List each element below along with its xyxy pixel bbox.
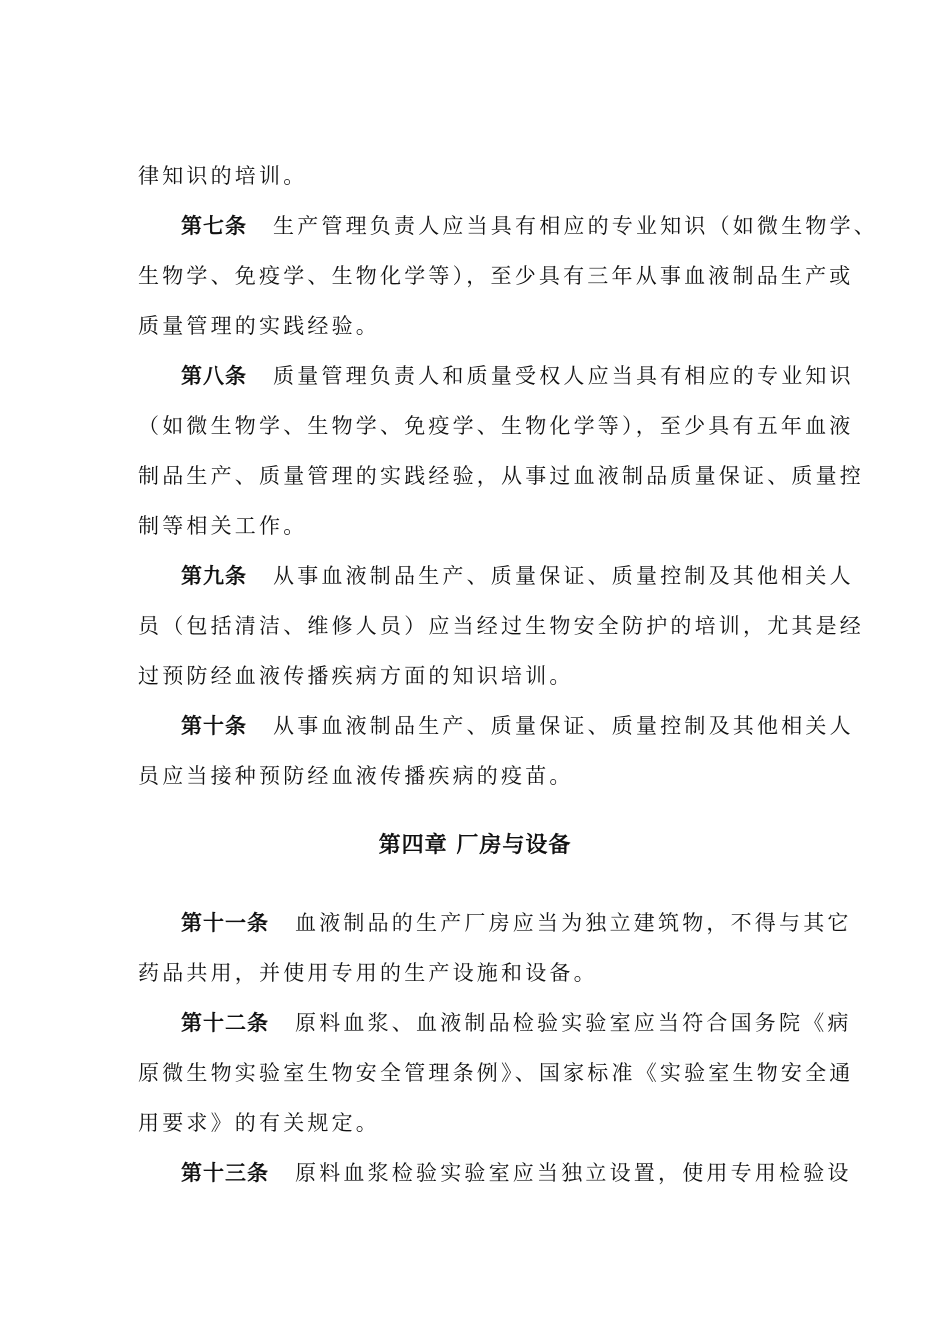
article-number: 第八条 (181, 364, 247, 388)
paragraph-line: 原微生物实验室生物安全管理条例》、国家标准《实验室生物安全通 (138, 1061, 854, 1085)
article-12-first-line: 第十二条 原料血浆、血液制品检验实验室应当符合国务院《病 (181, 1011, 852, 1035)
article-number: 第九条 (181, 564, 247, 588)
article-11-first-line: 第十一条 血液制品的生产厂房应当为独立建筑物，不得与其它 (181, 911, 852, 935)
paragraph-line: 制品生产、质量管理的实践经验，从事过血液制品质量保证、质量控 (138, 464, 864, 488)
article-number: 第十条 (181, 714, 247, 738)
article-number: 第七条 (181, 214, 247, 238)
paragraph-line: 过预防经血液传播疾病方面的知识培训。 (138, 664, 574, 688)
paragraph-line: 制等相关工作。 (138, 514, 308, 538)
article-10-first-line: 第十条 从事血液制品生产、质量保证、质量控制及其他相关人 (181, 714, 854, 738)
paragraph-line: 员应当接种预防经血液传播疾病的疫苗。 (138, 764, 574, 788)
paragraph-line: （如微生物学、生物学、免疫学、生物化学等），至少具有五年血液 (138, 414, 854, 438)
article-9-first-line: 第九条 从事血液制品生产、质量保证、质量控制及其他相关人 (181, 564, 854, 588)
article-8-first-line: 第八条 质量管理负责人和质量受权人应当具有相应的专业知识 (181, 364, 854, 388)
paragraph-line: 用要求》的有关规定。 (138, 1111, 380, 1135)
paragraph-line: 员（包括清洁、维修人员）应当经过生物安全防护的培训，尤其是经 (138, 614, 864, 638)
article-number: 第十一条 (181, 911, 269, 935)
article-13-first-line: 第十三条 原料血浆检验实验室应当独立设置，使用专用检验设 (181, 1161, 852, 1185)
paragraph-line: 律知识的培训。 (138, 164, 308, 188)
paragraph-line: 质量管理的实践经验。 (138, 314, 380, 338)
chapter-heading: 第四章 厂房与设备 (378, 832, 572, 858)
paragraph-line: 药品共用，并使用专用的生产设施和设备。 (138, 961, 598, 985)
paragraph-line: 生物学、免疫学、生物化学等），至少具有三年从事血液制品生产或 (138, 264, 854, 288)
article-number: 第十二条 (181, 1011, 269, 1035)
article-number: 第十三条 (181, 1161, 269, 1185)
article-7-first-line: 第七条 生产管理负责人应当具有相应的专业知识（如微生物学、 (181, 214, 878, 238)
